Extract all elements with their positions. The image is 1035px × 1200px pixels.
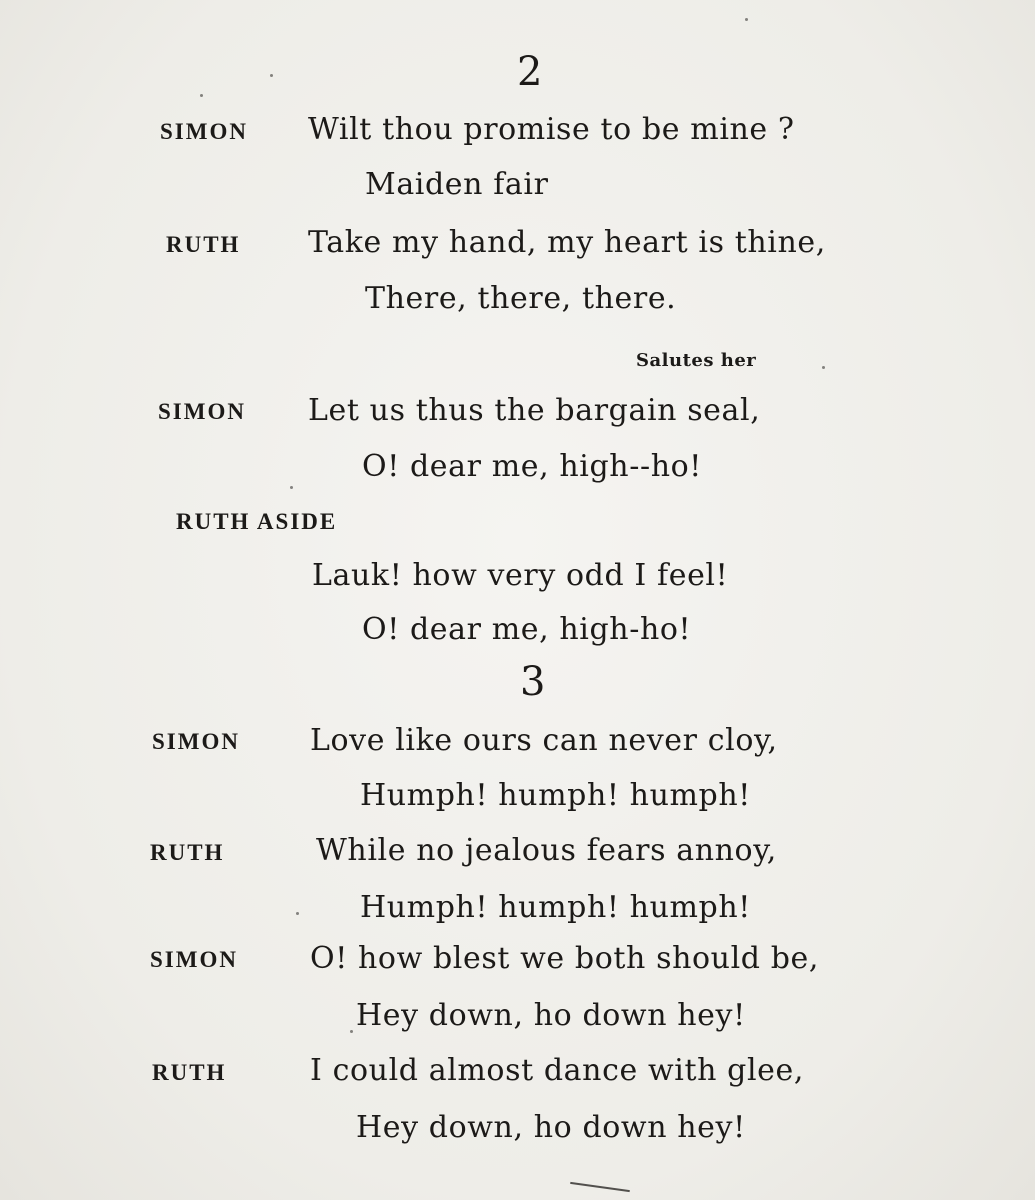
lyric-line: Humph! humph! humph! bbox=[360, 890, 751, 925]
lyric-line: I could almost dance with glee, bbox=[310, 1053, 805, 1088]
stanza-number-3: 3 bbox=[520, 659, 547, 705]
lyric-line: Take my hand, my heart is thine, bbox=[308, 225, 826, 260]
paper-speck bbox=[296, 912, 299, 915]
speaker-ruth-aside: RUTH ASIDE bbox=[176, 509, 338, 534]
speaker-simon: SIMON bbox=[152, 729, 240, 754]
lyric-line: Let us thus the bargain seal, bbox=[308, 393, 761, 428]
paper-speck bbox=[350, 1030, 353, 1033]
speaker-ruth: RUTH bbox=[152, 1060, 227, 1085]
lyric-line: There, there, there. bbox=[365, 281, 677, 316]
lyric-line: O! dear me, high-ho! bbox=[362, 612, 692, 647]
lyric-line: O! how blest we both should be, bbox=[310, 941, 820, 976]
speaker-simon: SIMON bbox=[150, 947, 238, 972]
paper-speck bbox=[270, 74, 273, 77]
stage-direction: Salutes her bbox=[636, 350, 757, 371]
lyric-line: Lauk! how very odd I feel! bbox=[312, 558, 729, 593]
paper-speck bbox=[200, 94, 203, 97]
speaker-ruth: RUTH bbox=[166, 232, 241, 257]
speaker-ruth: RUTH bbox=[150, 840, 225, 865]
lyric-line: While no jealous fears annoy, bbox=[316, 833, 777, 868]
lyric-line: Wilt thou promise to be mine ? bbox=[308, 112, 795, 147]
lyric-line: O! dear me, high--ho! bbox=[362, 449, 702, 484]
speaker-simon: SIMON bbox=[160, 119, 248, 144]
paper-speck bbox=[290, 486, 293, 489]
printer-mark bbox=[570, 1182, 630, 1192]
paper-speck bbox=[745, 18, 748, 21]
speaker-simon: SIMON bbox=[158, 399, 246, 424]
lyric-line: Humph! humph! humph! bbox=[360, 778, 751, 813]
stanza-number-2: 2 bbox=[517, 49, 544, 95]
lyric-line: Hey down, ho down hey! bbox=[356, 998, 746, 1033]
paper-speck bbox=[822, 366, 825, 369]
lyric-line: Maiden fair bbox=[365, 167, 549, 202]
lyric-line: Hey down, ho down hey! bbox=[356, 1110, 746, 1145]
lyric-line: Love like ours can never cloy, bbox=[310, 723, 778, 758]
